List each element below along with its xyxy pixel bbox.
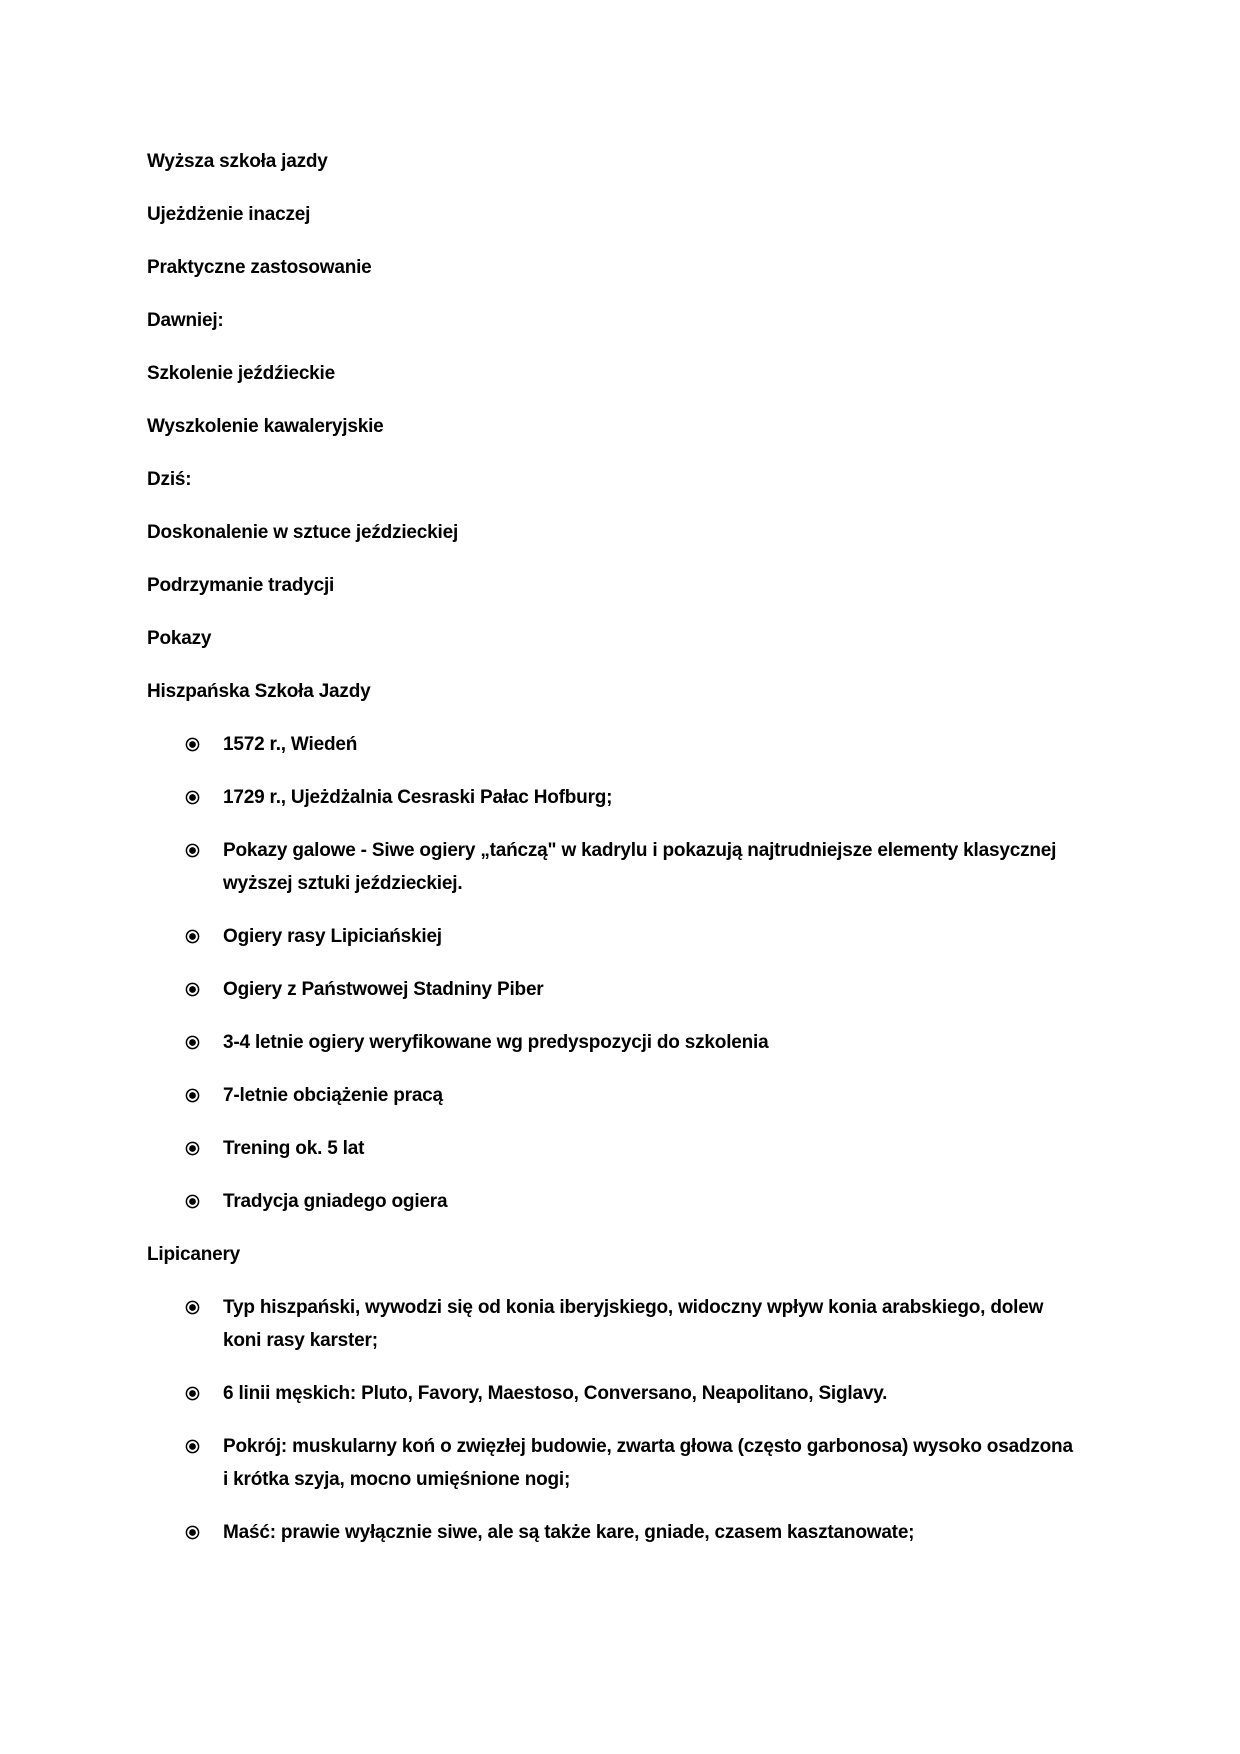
list-item-text: Tradycja gniadego ogiera [223,1191,448,1212]
text-line: Dawniej: [147,310,224,331]
list-item [147,1516,1077,1549]
list-item [147,973,1077,1006]
list-item-text: Typ hiszpański, wywodzi się od konia iberyjskiego, widoczny wpływ konia arabskiego, dolew koni rasy karster; [223,1297,1044,1351]
text-line: Szkolenie jeźdźieckie [147,363,335,384]
radio-bullet-icon [185,737,200,752]
list-item-text: Ogiery z Państwowej Stadniny Piber [223,979,544,1000]
text-line: Doskonalenie w sztuce jeździeckiej [147,522,459,543]
radio-bullet-icon [185,1386,200,1401]
section-heading: Hiszpańska Szkoła Jazdy [147,681,371,702]
document-body [147,145,1077,1569]
bullet-list [147,1291,1077,1549]
section-heading: Lipicanery [147,1244,241,1265]
radio-bullet-icon [185,1141,200,1156]
list-item-text: 6 linii męskich: Pluto, Favory, Maestoso, Conversano, Neapolitano, Siglavy. [223,1383,888,1404]
list-item [147,1185,1077,1218]
list-item-text: 1572 r., Wiedeń [223,734,358,755]
list-item-text: 3-4 letnie ogiery weryfikowane wg predyspozycji do szkolenia [223,1032,769,1053]
text-line: Ujeżdżenie inaczej [147,204,311,225]
radio-bullet-icon [185,843,200,858]
radio-bullet-icon [185,1525,200,1540]
list-item-text: Pokazy galowe - Siwe ogiery „tańczą" w kadrylu i pokazują najtrudniejsze elementy klasycznej wyższej sztuki jeździeckiej. [223,840,1057,894]
list-item-text: Pokrój: muskularny koń o zwięzłej budowie, zwarta głowa (często garbonosa) wysoko osadzona i krótka szyja, mocno umięśnione nogi; [223,1436,1073,1490]
list-item-text: Trening ok. 5 lat [223,1138,365,1159]
text-line: Pokazy [147,628,212,649]
list-item [147,1377,1077,1410]
list-item [147,1132,1077,1165]
list-item [147,781,1077,814]
list-item [147,728,1077,761]
radio-bullet-icon [185,1439,200,1454]
text-line: Wyższa szkoła jazdy [147,151,328,172]
radio-bullet-icon [185,1194,200,1209]
list-item-text: 7-letnie obciążenie pracą [223,1085,443,1106]
text-line: Wyszkolenie kawaleryjskie [147,416,384,437]
list-item-text: 1729 r., Ujeżdżalnia Cesraski Pałac Hofburg; [223,787,613,808]
text-line: Dziś: [147,469,192,490]
list-item [147,1430,1077,1496]
list-item [147,1079,1077,1112]
radio-bullet-icon [185,1300,200,1315]
text-line: Podrzymanie tradycji [147,575,335,596]
radio-bullet-icon [185,929,200,944]
list-item [147,1026,1077,1059]
list-item [147,1291,1077,1357]
radio-bullet-icon [185,982,200,997]
list-item-text: Maść: prawie wyłącznie siwe, ale są także kare, gniade, czasem kasztanowate; [223,1522,915,1543]
radio-bullet-icon [185,790,200,805]
bullet-list [147,728,1077,1218]
radio-bullet-icon [185,1088,200,1103]
text-line: Praktyczne zastosowanie [147,257,372,278]
list-item-text: Ogiery rasy Lipiciańskiej [223,926,442,947]
list-item [147,834,1077,900]
radio-bullet-icon [185,1035,200,1050]
list-item [147,920,1077,953]
